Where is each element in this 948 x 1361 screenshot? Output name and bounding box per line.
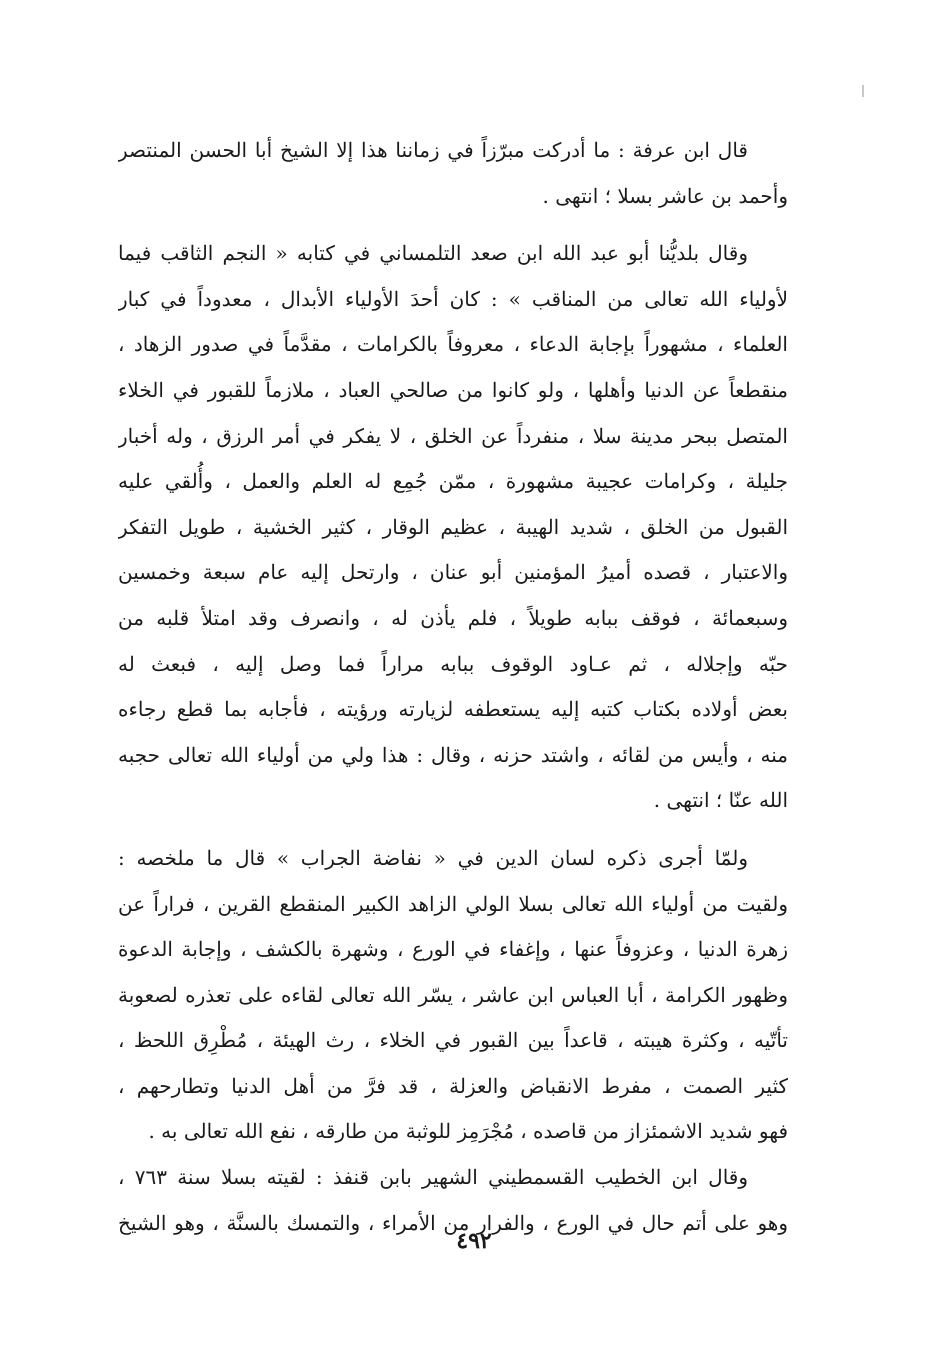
text-line: لأولياء الله تعالى من المناقب » : كان أحدَ الأولياء الأبدال ، معدوداً في كبار [118,286,788,311]
paragraph [118,128,788,219]
text-line: وأحمد بن عاشر بسلا ؛ انتهى . [542,183,788,208]
text-line: تأتّيه ، وكثرة هيبته ، قاعداً بين القبور في الخلاء ، رث الهيئة ، مُطْرِق اللحظ ، [118,1028,788,1053]
text-line: ولمّا أجرى ذكره لسان الدين في « نفاضة الجراب » قال ما ملخصه : [118,845,749,870]
text-line: بعض أولاده بكتاب كتبه إليه يستعطفه لزيارته ورؤيته ، فأجابه بما قطع رجاءه [118,697,788,722]
text-line: فهو شديد الاشمئزاز من قاصده ، مُجْرَمِز للوثبة من طارقه ، نفع الله تعالى به . [148,1119,788,1144]
text-line: وقال ابن الخطيب القسمطيني الشهير بابن قنفذ : لقيته بسلا سنة ٧٦٣ ، [118,1165,749,1190]
text-line: وسبعمائة ، فوقف ببابه طويلاً ، فلم يأذن له ، وانصرف وقد امتلأ قلبه من [118,605,788,630]
text-line: حبّه وإجلاله ، ثم عـاود الوقوف ببابه مراراً فما وصل إليه ، فبعث له [118,651,788,676]
text-line: العلماء ، مشهوراً بإجابة الدعاء ، معروفاً بالكرامات ، مقدَّماً في صدور الزهاد ، [118,332,788,357]
text-line: كثير الصمت ، مفرط الانقباض والعزلة ، قد فرَّ من أهل الدنيا وتطارحهم ، [118,1073,788,1098]
text-line: المتصل ببحر مدينة سلا ، منفرداً عن الخلق ، لا يفكر في أمر الرزق ، وله أخبار [118,423,788,448]
text-line: منقطعاً عن الدنيا وأهلها ، ولو كانوا من صالحي العباد ، ملازماً للقبور في الخلاء [118,377,788,402]
paragraph [118,836,788,1155]
text-line: وظهور الكرامة ، أبا العباس ابن عاشر ، يسّر الله تعالى لقاءه على تعذره لصعوبة [118,982,788,1007]
margin-speck [862,85,864,97]
text-line: والاعتبار ، قصده أميرُ المؤمنين أبو عنان ، وارتحل إليه عام سبعة وخمسين [118,560,788,585]
page-body [118,128,788,1238]
text-line: زهرة الدنيا ، وعزوفاً عنها ، وإغفاء في الورع ، وشهرة بالكشف ، وإجابة الدعوة [118,937,788,962]
text-line: القبول من الخلق ، شديد الهيبة ، عظيم الوقار ، كثير الخشية ، طويل التفكر [118,514,788,539]
text-line: الله عنّا ؛ انتهى . [653,788,788,813]
page-number: ٤٩٢ [456,1228,492,1254]
text-line: قال ابن عرفة : ما أدركت مبرّزاً في زماننا هذا إلا الشيخ أبا الحسن المنتصر [118,138,748,162]
text-line: ولقيت من أولياء الله تعالى بسلا الولي الزاهد الكبير المنقطع القرين ، فراراً عن [118,891,788,916]
text-line: منه ، وأيس من لقائه ، واشتد حزنه ، وقال : هذا ولي من أولياء الله تعالى حجبه [118,742,788,767]
text-line: وقال بلديُّنا أبو عبد الله ابن صعد التلمساني في كتابه « النجم الثاقب فيما [118,241,748,266]
paragraph [118,231,788,824]
text-line: وهو على أتم حال في الورع ، والفرار من الأمراء ، والتمسك بالسنَّة ، وهو الشيخ [118,1210,788,1235]
text-line: جليلة ، وكرامات عجيبة مشهورة ، ممّن جُمِع له العلم والعمل ، وأُلقي عليه [118,469,788,494]
